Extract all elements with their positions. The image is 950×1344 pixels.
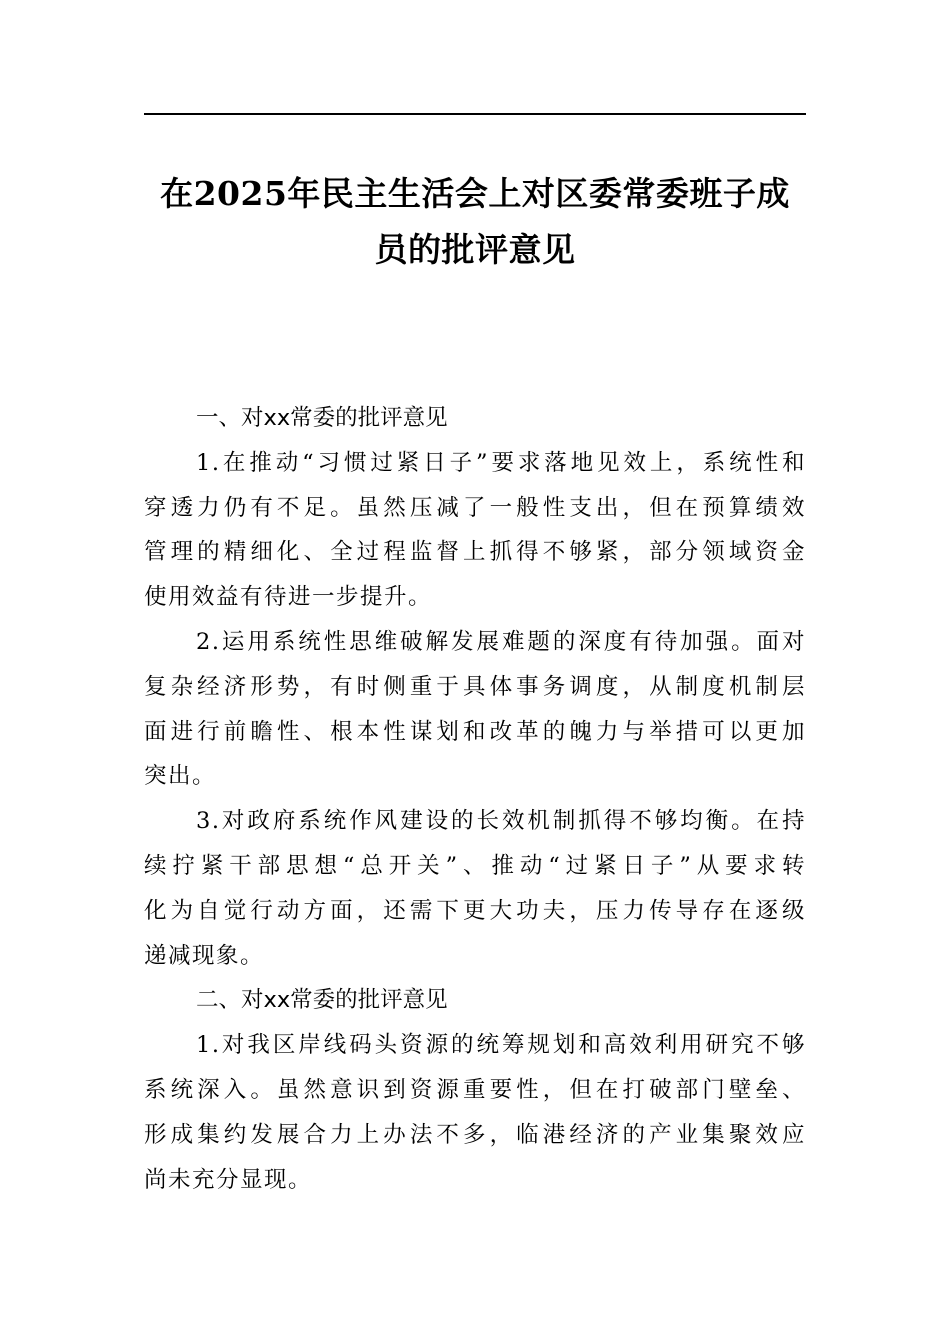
section-heading-2: 二、对xx常委的批评意见 xyxy=(196,987,448,1014)
top-horizontal-rule xyxy=(144,113,806,115)
paragraph-line: 1.对我区岸线码头资源的统筹规划和高效利用研究不够 xyxy=(196,1032,806,1059)
section-heading-1: 一、对xx常委的批评意见 xyxy=(196,405,448,431)
paragraph-line: 化为自觉行动方面，还需下更大功夫，压力传导存在逐级 xyxy=(144,897,806,924)
paragraph-line: 突出。 xyxy=(144,763,217,790)
paragraph-line: 续拧紧干部思想“总开关”、推动“过紧日子”从要求转 xyxy=(144,852,806,879)
section-1-item-3 xyxy=(144,799,806,978)
paragraph-line: 面进行前瞻性、根本性谋划和改革的魄力与举措可以更加 xyxy=(144,718,806,745)
paragraph-line: 系统深入。虽然意识到资源重要性，但在打破部门壁垒、 xyxy=(144,1076,806,1103)
paragraph-line: 递减现象。 xyxy=(144,942,265,969)
paragraph-line: 1.在推动“习惯过紧日子”要求落地见效上，系统性和 xyxy=(196,449,806,476)
paragraph-line: 复杂经济形势，有时侧重于具体事务调度，从制度机制层 xyxy=(144,673,806,700)
section-1-item-1 xyxy=(144,441,806,620)
section-1-item-2 xyxy=(144,620,806,799)
paragraph-line: 管理的精细化、全过程监督上抓得不够紧，部分领域资金 xyxy=(144,539,806,566)
paragraph-line: 3.对政府系统作风建设的长效机制抓得不够均衡。在持 xyxy=(196,808,806,835)
title-line-1: 在2025年民主生活会上对区委常委班子成 xyxy=(160,174,790,213)
paragraph-line: 使用效益有待进一步提升。 xyxy=(144,584,433,611)
title-line-2: 员的批评意见 xyxy=(374,230,576,269)
section-2-item-1 xyxy=(144,1023,806,1202)
document-body xyxy=(144,396,806,1202)
document-title xyxy=(144,166,806,278)
paragraph-line: 穿透力仍有不足。虽然压减了一般性支出，但在预算绩效 xyxy=(144,494,806,521)
paragraph-line: 2.运用系统性思维破解发展难题的深度有待加强。面对 xyxy=(196,628,806,655)
paragraph-line: 尚未充分显现。 xyxy=(144,1166,313,1193)
paragraph-line: 形成集约发展合力上办法不多，临港经济的产业集聚效应 xyxy=(144,1121,806,1148)
